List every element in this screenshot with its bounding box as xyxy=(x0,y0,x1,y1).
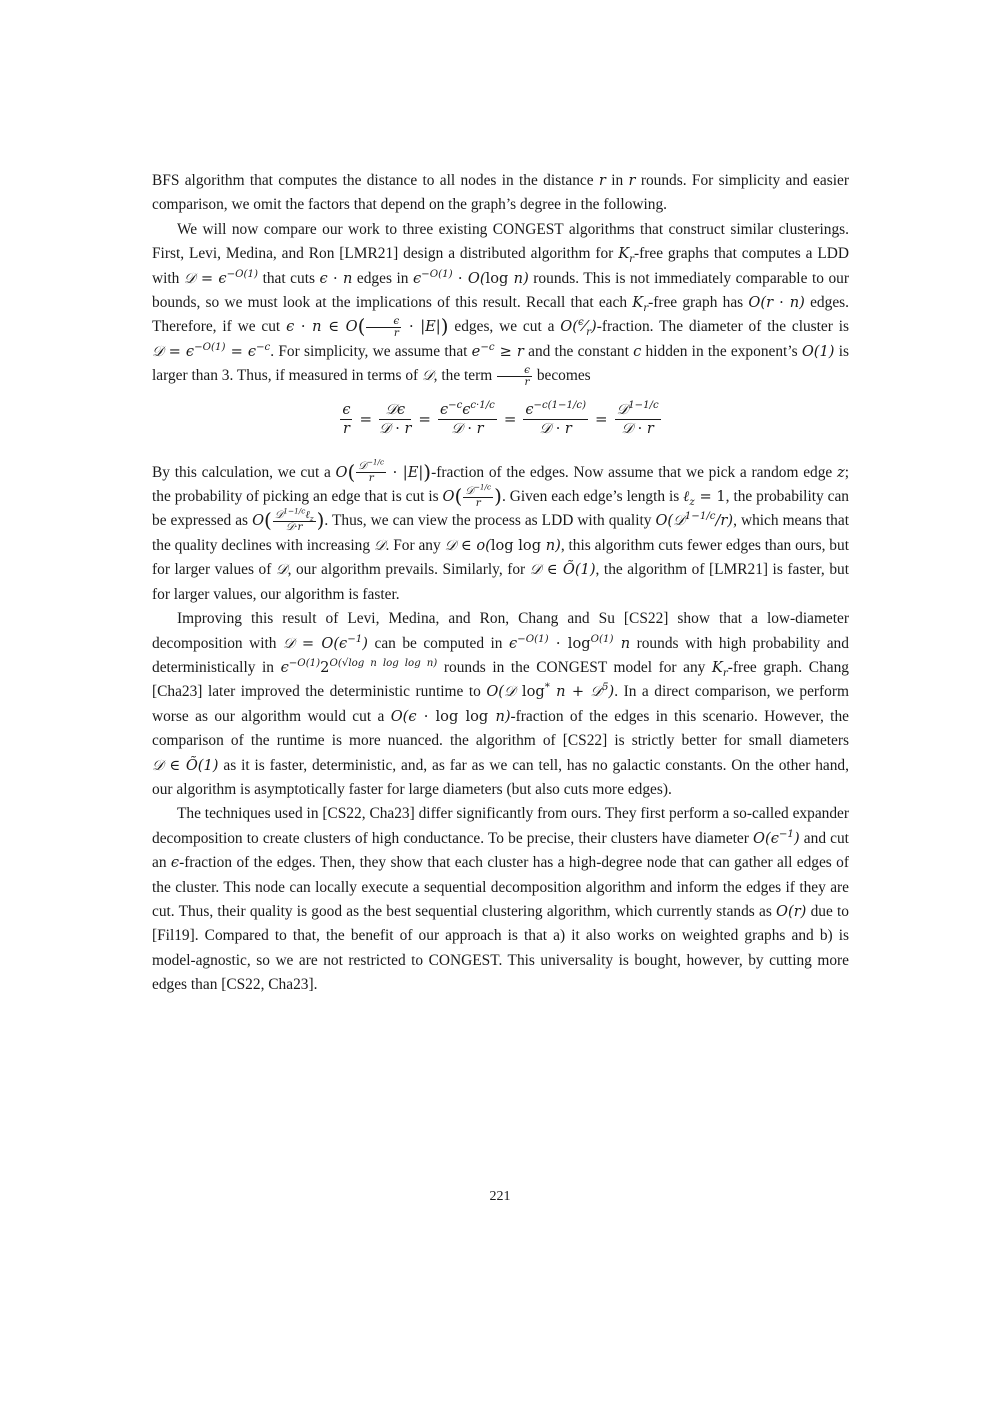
paragraph-1: BFS algorithm that computes the distance to all nodes in the distance r in r rounds. For simplicity and easier comparison, we omit the factors that depend on the graph’s degree in the following. xyxy=(152,172,849,214)
page-number: 221 xyxy=(489,1189,511,1204)
paragraph-2: We will now compare our work to three existing CONGEST algorithms that construct similar clusterings. First, Levi, Medina, and Ron [LMR21] design a distributed algorithm for $K_r$-free graphs that computes a LDD with 𝒟 = $\epsilon^{-O(1)}$ that cuts ϵ · n edges in $\epsilon^{-O(1)} \cdot O(\log$ n) rounds. This is not immediately comparable to our bounds, so we must look at the implications of this result. Recall that each $K_r$-free graph has O(r · n) edges. Therefore, if we cut ϵ · n ∈ O( $\frac{\epsilon}{r}$ · |E|) edges, we cut a $O(^\epsilon⁄_r)$-fraction. The diameter of the cluster is 𝒟 = $\epsilon^{-O(1)} = \epsilon^{-c}$. For simplicity, we assume that $e^{-c} \ge r$ and the constant c hidden in the exponent’s O(1) is larger than 3. Thus, if measured in terms of 𝒟, the term $\frac{\epsilon}{r}$ becomes xyxy=(152,220,849,388)
paragraph-5: The techniques used in [CS22, Cha23] differ significantly from ours. They first perform a so-called expander decomposition to create clusters of high conductance. To be precise, their clusters have diameter $O(\epsilon^{-1})$ and cut an ϵ-fraction of the edges. Then, they show that each cluster has a high-degree node that can gather all edges of the cluster. This node can locally execute a sequential decomposition algorithm and inform the edges if they are cut. Thus, their quality is good as the best sequential clustering algorithm, which currently stands as O(r) due to [Fil19]. Compared to that, the benefit of our approach is that a) it also works on weighted graphs and b) is model-agnostic, so we are not restricted to CONGEST. This universality is bought, however, by cutting more edges than [CS22, Cha23]. xyxy=(152,805,849,994)
paper-body xyxy=(152,169,849,998)
paragraph-4: Improving this result of Levi, Medina, and Ron, Chang and Su [CS22] show that a low-diameter decomposition with 𝒟 = $O(\epsilon^{-1})$ can be computed in $\epsilon^{-O(1)} \cdot \log^{O(1)} n$ rounds with high probability and deterministically in $\epsilon^{-O(1)}2^{O(√log n log log n)}$ rounds in the CONGEST model for any $K_r$-free graph. Chang [Cha23] later improved the deterministic runtime to O(𝒟 log* n + 𝒟$^5$). In a direct comparison, we perform worse as our algorithm would cut a O(ϵ · log log n)-fraction of the edges in this scenario. However, the comparison of the runtime is more nuanced. the algorithm of [CS22] is strictly better for small diameters 𝒟 ∈ Õ(1) as it is faster, deterministic, and, as far as we can tell, has no galactic constants. On the other hand, our algorithm is asymptotically faster for large diameters (but also cuts more edges). xyxy=(152,610,849,798)
paragraph-3: By this calculation, we cut a O( 𝒟$^{-1/c}$ r · |E|)-fraction of the edges. Now assume that we pick a random edge z; the probability of picking an edge that is cut is O( 𝒟$^{-1/c}$ r ). Given each edge’s length is ℓ$_z$ = 1, the probability can be expressed as O( 𝒟$^{1-1/c}$ℓ$_z$ 𝒟·r ). Thus, we can view the process as LDD with quality O(𝒟$^{1-1/c}$/r), which means that the quality declines with increasing 𝒟. For any 𝒟 ∈ o(log log n), this algorithm cuts fewer edges than ours, but for larger values of 𝒟, our algorithm prevails. Similarly, for 𝒟 ∈ Õ(1), the algorithm of [LMR21] is faster, but for larger values, our algorithm is faster. xyxy=(152,457,849,603)
display-equation: $\frac{\epsilon}{r}$ = 𝒟ϵ 𝒟 · r = $\epsilon^{-c}\epsilon^{c\cdot 1/c}$ 𝒟 · r = $\epsilon^{-c(1-1/c)}$ 𝒟 · r = 𝒟$^{1-1/c}$ 𝒟 · r xyxy=(342,399,659,437)
